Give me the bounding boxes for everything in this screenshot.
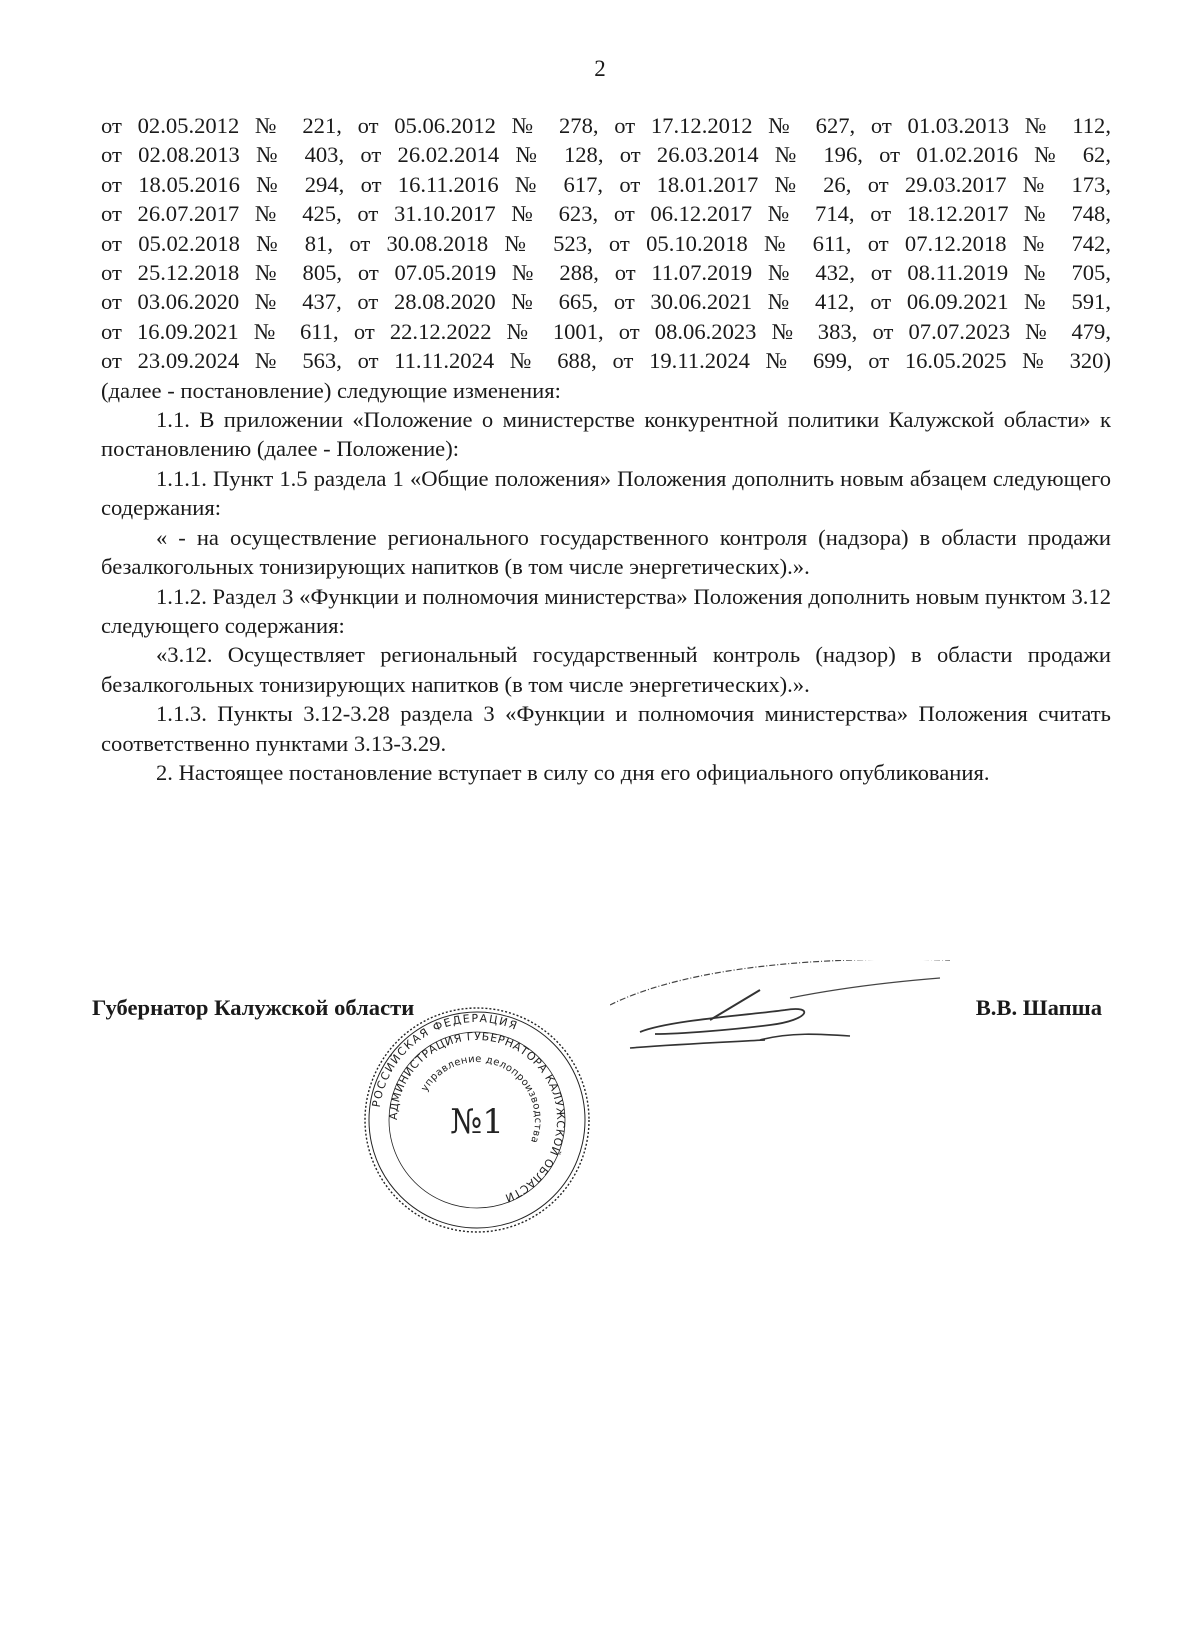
stamp-number: №1 (450, 1102, 504, 1142)
amendment-line: от 03.06.2020 № 437, от 28.08.2020 № 665, от 30.06.2021 № 412, от 06.09.2021 № 591, (101, 289, 1111, 315)
paragraph-1-1: 1.1. В приложении «Положение о министерстве конкурентной политики Калужской области» к постановлению (далее - Положение): (101, 407, 1111, 462)
paragraph-1-1-3: 1.1.3. Пункты 3.12-3.28 раздела 3 «Функции и полномочия министерства» Положения считать соответственно пунктами 3.13-3.29. (101, 701, 1111, 756)
document-body (101, 111, 1111, 787)
paragraph-1-1-2: 1.1.2. Раздел 3 «Функции и полномочия министерства» Положения дополнить новым пунктом 3.12 следующего содержания: (101, 583, 1111, 638)
amendment-line: от 26.07.2017 № 425, от 31.10.2017 № 623, от 06.12.2017 № 714, от 18.12.2017 № 748, (101, 201, 1111, 227)
amendment-line: от 23.09.2024 № 563, от 11.11.2024 № 688, от 19.11.2024 № 699, от 16.05.2025 № 320) (101, 348, 1111, 374)
paragraph-quote-2: «3.12. Осуществляет региональный государственный контроль (надзор) в области продажи безалкогольных тонизирующих напитков (в том числе энергетических).». (101, 642, 1111, 697)
amendment-line: от 25.12.2018 № 805, от 07.05.2019 № 288, от 11.07.2019 № 432, от 08.11.2019 № 705, (101, 260, 1111, 286)
svg-text:управление делопроизводства: управление делопроизводства (419, 1053, 544, 1145)
amendment-line: от 18.05.2016 № 294, от 16.11.2016 № 617, от 18.01.2017 № 26, от 29.03.2017 № 173, (101, 171, 1111, 197)
paragraph-1-1-1: 1.1.1. Пункт 1.5 раздела 1 «Общие положения» Положения дополнить новым абзацем следующего содержания: (101, 465, 1111, 521)
page-number: 2 (594, 56, 606, 81)
amendment-line: от 02.08.2013 № 403, от 26.02.2014 № 128, от 26.03.2014 № 196, от 01.02.2016 № 62, (101, 142, 1111, 168)
official-stamp-seal (362, 1005, 592, 1235)
amendment-line: от 05.02.2018 № 81, от 30.08.2018 № 523, от 05.10.2018 № 611, от 07.12.2018 № 742, (101, 230, 1111, 256)
signer-title: Губернатор Калужской области (92, 995, 415, 1020)
paragraph-2: 2. Настоящее постановление вступает в силу со дня его официального опубликования. (156, 759, 990, 785)
svg-text:АДМИНИСТРАЦИЯ ГУБЕРНАТОРА КАЛУ: АДМИНИСТРАЦИЯ ГУБЕРНАТОРА КАЛУЖСКОЙ ОБЛАСТИ (386, 1029, 568, 1205)
signer-name: В.В. Шапша (975, 995, 1102, 1020)
paragraph-quote-1: « - на осуществление регионального государственного контроля (надзора) в области продажи безалкогольных тонизирующих напитков (в том числе энергетических).». (101, 524, 1111, 580)
amendment-line: от 02.05.2012 № 221, от 05.06.2012 № 278, от 17.12.2012 № 627, от 01.03.2013 № 112, (101, 113, 1111, 138)
svg-text:РОССИЙСКАЯ ФЕДЕРАЦИЯ: РОССИЙСКАЯ ФЕДЕРАЦИЯ (369, 1011, 521, 1109)
handwritten-signature (610, 960, 960, 1060)
amendment-line: от 16.09.2021 № 611, от 22.12.2022 № 1001, от 08.06.2023 № 383, от 07.07.2023 № 479, (101, 318, 1111, 344)
paragraph-intro: (далее - постановление) следующие изменения: (101, 377, 561, 403)
